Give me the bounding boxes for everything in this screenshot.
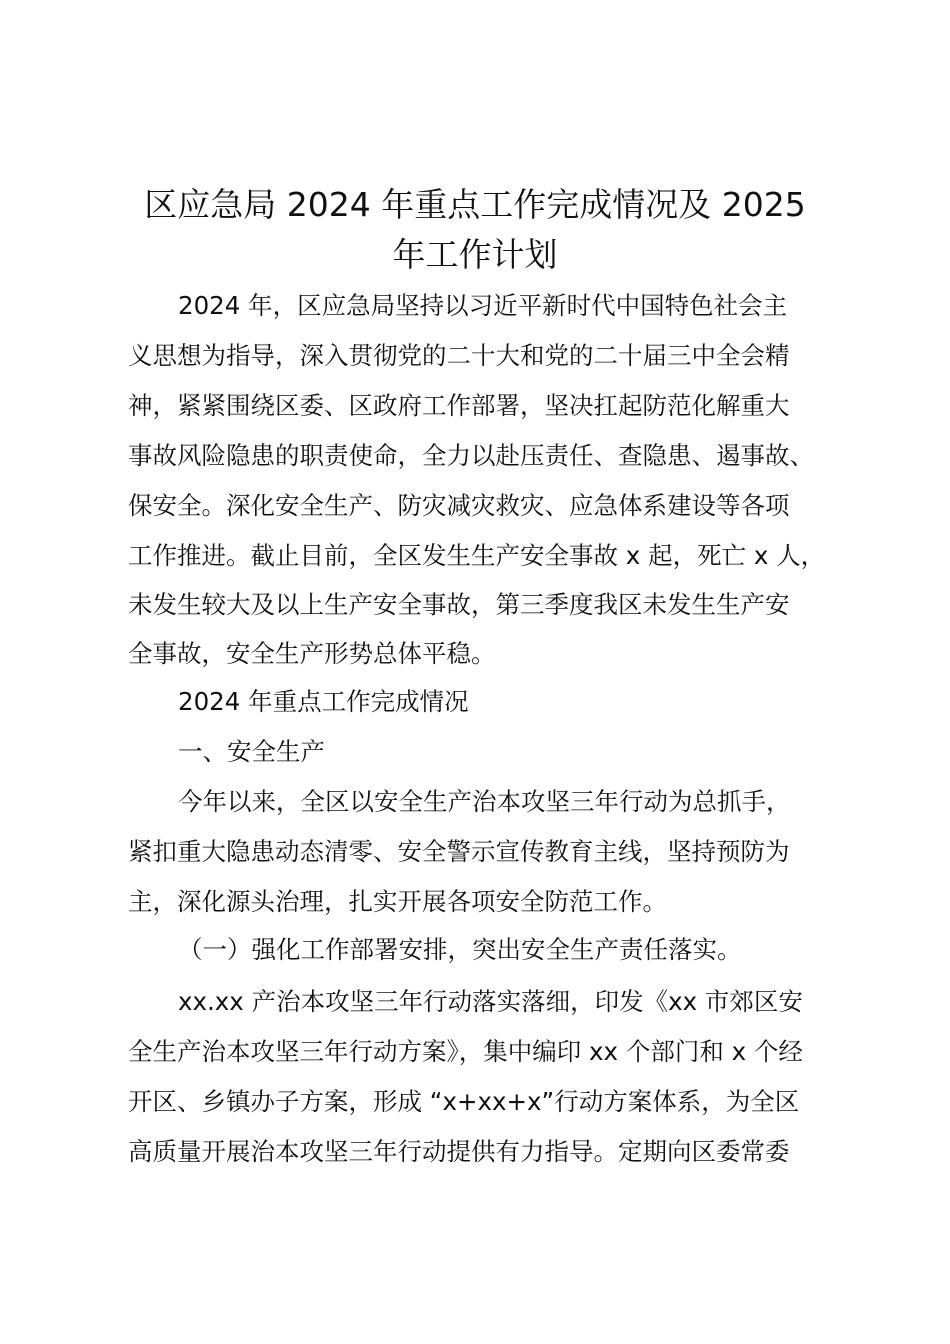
title-line: 年工作计划 (392, 235, 558, 274)
paragraph-line: 开区、乡镇办子方案，形成 “x+xx+x”行动方案体系，为全区 (128, 1087, 800, 1116)
paragraph-line: 今年以来，全区以安全生产治本攻坚三年行动为总抓手， (178, 787, 791, 816)
paragraph-line: 保安全。深化安全生产、防灾减灾救灾、应急体系建设等各项 (128, 491, 790, 520)
paragraph-line: xx.xx 产治本攻坚三年行动落实落细，印发《xx 市郊区安 (178, 987, 803, 1016)
section-heading: 2024 年重点工作完成情况 (178, 687, 469, 716)
paragraph-line: 工作推进。截止目前，全区发生生产安全事故 x 起，死亡 x 人， (128, 541, 826, 570)
paragraph-line: 2024 年，区应急局坚持以习近平新时代中国特色社会主 (178, 291, 788, 320)
paragraph-line: 未发生较大及以上生产安全事故，第三季度我区未发生生产安 (128, 590, 790, 619)
paragraph-line: 全事故，安全生产形势总体平稳。 (128, 639, 496, 668)
section-heading: 一、安全生产 (178, 737, 325, 766)
paragraph-line: 事故风险隐患的职责使命，全力以赴压责任、查隐患、遏事故、 (128, 441, 814, 470)
document-title (100, 180, 850, 280)
subsection-heading: （一）强化工作部署安排，突出安全生产责任落实。 (178, 935, 742, 964)
paragraph-line: 义思想为指导，深入贯彻党的二十大和党的二十届三中全会精 (128, 341, 790, 370)
paragraph-line: 高质量开展治本攻坚三年行动提供有力指导。定期向区委常委 (128, 1137, 790, 1166)
paragraph-line: 紧扣重大隐患动态清零、安全警示宣传教育主线，坚持预防为 (128, 837, 790, 866)
paragraph-line: 神，紧紧围绕区委、区政府工作部署，坚决扛起防范化解重大 (128, 391, 790, 420)
title-line: 区应急局 2024 年重点工作完成情况及 2025 (144, 185, 806, 224)
paragraph-line: 全生产治本攻坚三年行动方案》，集中编印 xx 个部门和 x 个经 (128, 1037, 803, 1066)
paragraph-line: 主，深化源头治理，扎实开展各项安全防范工作。 (128, 887, 667, 916)
